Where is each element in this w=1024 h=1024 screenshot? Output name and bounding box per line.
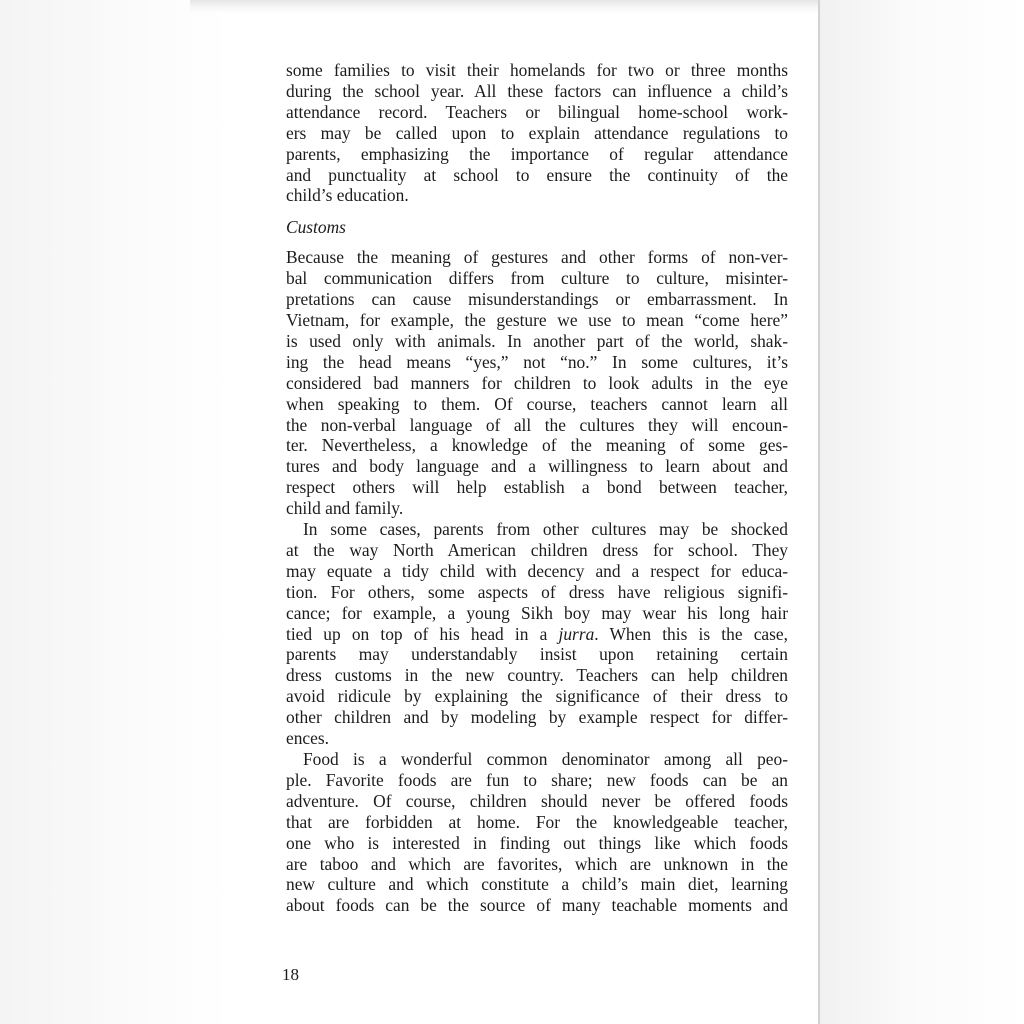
text-line: other children and by modeling by example respect for differ-	[286, 707, 788, 728]
text-line: tures and body language and a willingness to learn about and	[286, 456, 788, 477]
text-line: about foods can be the source of many teachable moments and	[286, 895, 788, 916]
text-line: tion. For others, some aspects of dress have religious signifi-	[286, 581, 788, 602]
text-line: that are forbidden at home. For the knowledgeable teacher,	[286, 811, 788, 832]
text-line: Because the meaning of gestures and other forms of non-ver-	[286, 247, 788, 268]
text-line: may equate a tidy child with decency and a respect for educa-	[286, 560, 788, 581]
text-line: new culture and which constitute a child’s main diet, learning	[286, 874, 788, 895]
top-edge-shadow	[190, 0, 850, 14]
text-line: at the way North American children dress for school. They	[286, 539, 788, 560]
text-line: parents may understandably insist upon retaining certain	[286, 644, 788, 665]
text-line: adventure. Of course, children should never be offered foods	[286, 790, 788, 811]
binding-shadow	[0, 0, 230, 1024]
text-line: dress customs in the new country. Teachers can help children	[286, 665, 788, 686]
text-line: ter. Nevertheless, a knowledge of the meaning of some ges-	[286, 435, 788, 456]
text-line: Food is a wonderful common denominator among all peo-	[303, 749, 788, 769]
text-line: attendance record. Teachers or bilingual home-school work-	[286, 101, 788, 122]
text-line: child and family.	[286, 498, 404, 519]
paragraph-food	[286, 749, 788, 916]
section-heading: Customs	[286, 217, 346, 238]
page-number: 18	[282, 965, 299, 984]
paragraph-gestures	[286, 247, 788, 519]
text-line: cance; for example, a young Sikh boy may wear his long hair	[286, 602, 788, 623]
text-line: are taboo and which are favorites, which are unknown in the	[286, 853, 788, 874]
text-line: ing the head means “yes,” not “no.” In some cultures, it’s	[286, 351, 788, 372]
text-line: the non-verbal language of all the cultures they will encoun-	[286, 414, 788, 435]
italic-term: jurra	[558, 623, 595, 644]
text-line: ences.	[286, 728, 329, 749]
paragraph-continued	[286, 60, 788, 206]
text-line: when speaking to them. Of course, teachers cannot learn all	[286, 393, 788, 414]
paragraph-dress	[286, 519, 788, 749]
text-line: pretations can cause misunderstandings or embarrassment. In	[286, 289, 788, 310]
text-line: ers may be called upon to explain attendance regulations to	[286, 122, 788, 143]
facing-page-shadow	[820, 0, 1024, 1024]
text-line: during the school year. All these factors can influence a child’s	[286, 80, 788, 101]
text-line: Vietnam, for example, the gesture we use to mean “come here”	[286, 309, 788, 330]
text-line: some families to visit their homelands for two or three months	[286, 60, 788, 80]
text-line: avoid ridicule by explaining the significance of their dress to	[286, 686, 788, 707]
text-line: parents, emphasizing the importance of regular attendance	[286, 143, 788, 164]
text-line: is used only with animals. In another part of the world, shak-	[286, 330, 788, 351]
text-line: ple. Favorite foods are fun to share; new foods can be an	[286, 769, 788, 790]
text-line: considered bad manners for children to look adults in the eye	[286, 372, 788, 393]
text-line: bal communication differs from culture to culture, misinter-	[286, 268, 788, 289]
text-line: one who is interested in finding out things like which foods	[286, 832, 788, 853]
body-text	[286, 60, 788, 916]
text-line: tied up on top of his head in a jurra. When this is the case,	[286, 623, 788, 644]
text-line: In some cases, parents from other cultures may be shocked	[303, 519, 788, 540]
text-line: respect others will help establish a bond between teacher,	[286, 477, 788, 498]
text-line: and punctuality at school to ensure the continuity of the	[286, 164, 788, 185]
text-line: child’s education.	[286, 185, 409, 206]
